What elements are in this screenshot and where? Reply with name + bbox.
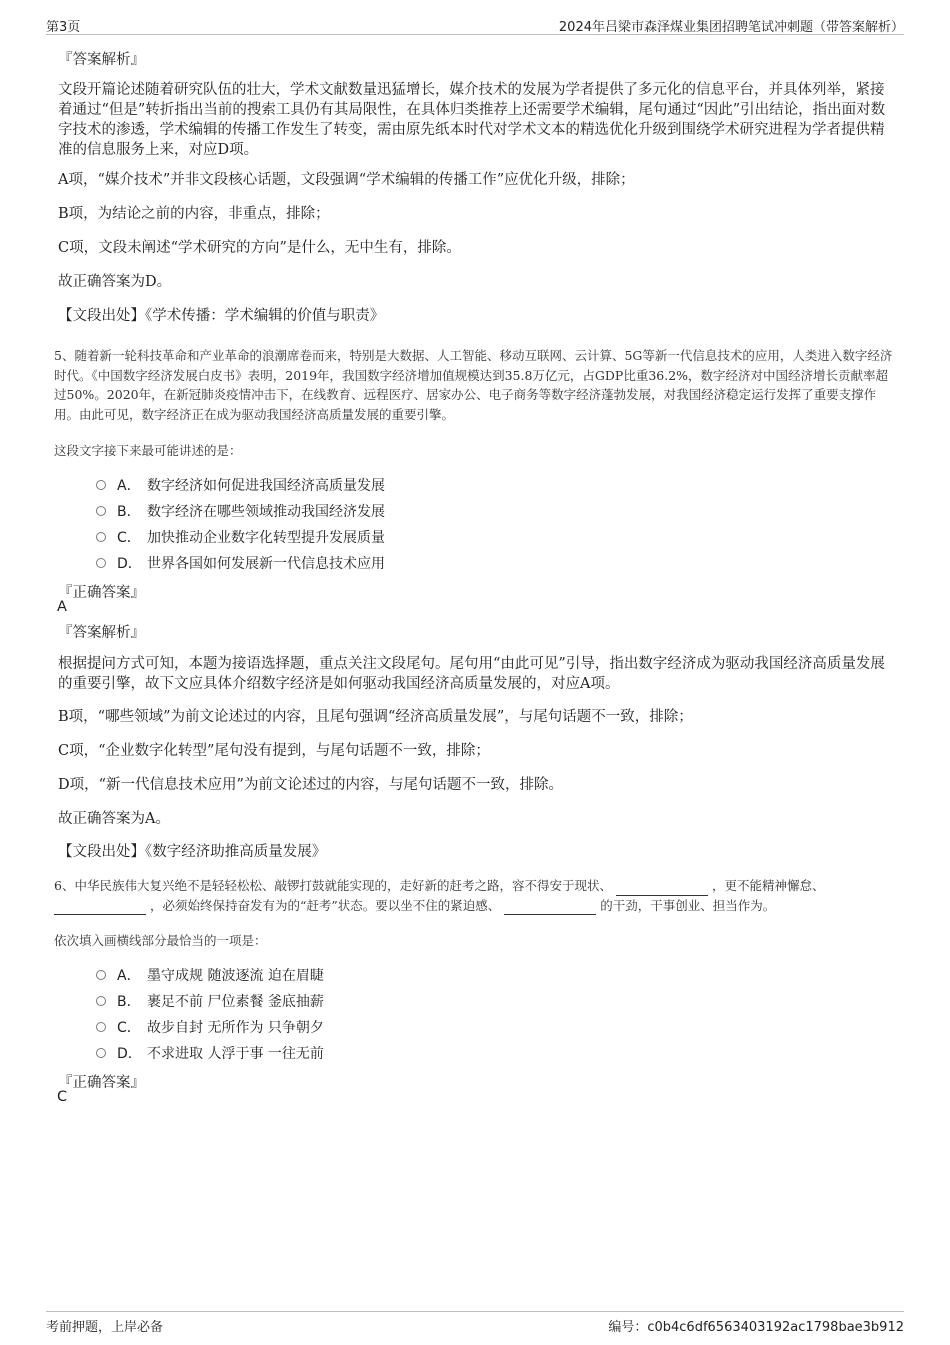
q6-answer: C xyxy=(57,1089,68,1105)
document-code: 编号：c0b4c6df6563403192ac1798bae3b912 xyxy=(608,1320,904,1335)
radio-icon[interactable] xyxy=(96,558,106,568)
q6-stem-part: ，必须始终保持奋发有为的“赶考”状态。要以坐不住的紧迫感、 xyxy=(150,897,501,913)
q5-option-c-explanation: C项，“企业数字化转型”尾句没有提到，与尾句话题不一致，排除； xyxy=(58,743,490,759)
q5-answer: A xyxy=(57,599,67,615)
option-text: 墨守成规 随波逐流 迫在眉睫 xyxy=(147,968,324,984)
radio-icon[interactable] xyxy=(96,970,106,980)
q4-analysis-text: 文段开篇论述随着研究队伍的壮大，学术文献数量迅猛增长，媒介技术的发展为学者提供了多元化的信息平台，并具体列举，紧接着通过“但是”转折指出当前的搜索工具仍有其局限性，在具体归类推荐上还需要学术编辑，尾句通过“因此”引出结论，指出面对数字技术的渗透，学术编辑的传播工作发生了转变，需由原先纸本时代对学术文本的精选优化升级到围绕学术研究进程为学者提供精准的信息服务上来，对应D项。 xyxy=(58,82,886,158)
option-text: 故步自封 无所作为 只争朝夕 xyxy=(147,1020,324,1036)
option-letter: A． xyxy=(117,478,141,494)
q5-source: 【文段出处】《数字经济助推高质量发展》 xyxy=(58,844,327,860)
option-text: 世界各国如何发展新一代信息技术应用 xyxy=(147,556,385,572)
radio-icon[interactable] xyxy=(96,480,106,490)
q6-option-b[interactable] xyxy=(96,991,324,1011)
q6-question: 依次填入画横线部分最恰当的一项是： xyxy=(54,933,267,948)
option-letter: D． xyxy=(117,1046,142,1062)
q4-source: 【文段出处】《学术传播：学术编辑的价值与职责》 xyxy=(58,308,385,324)
radio-icon[interactable] xyxy=(96,1048,106,1058)
option-letter: A． xyxy=(117,968,141,984)
q6-answer-label: 『正确答案』 xyxy=(58,1075,145,1091)
page-number: 第3页 xyxy=(46,20,81,35)
q5-option-b-explanation: B项，“哪些领域”为前文论述过的内容，且尾句强调“经济高质量发展”，与尾句话题不一致，排除； xyxy=(58,709,693,725)
q5-stem: 5、随着新一轮科技革命和产业革命的浪潮席卷而来，特别是大数据、人工智能、移动互联网、云计算、5G等新一代信息技术的应用，人类进入数字经济时代。《中国数字经济发展白皮书》表明，2019年，我国数字经济增加值规模达到35.8万亿元，占GDP比重36.2%，数字经济对中国经济增长贡献率超过50%。2020年，在新冠肺炎疫情冲击下，在线教育、远程医疗、居家办公、电子商务等数字经济蓬勃发展，对我国经济稳定运行发挥了重要支撑作用。由此可见，数字经济正在成为驱动我国经济高质量发展的重要引擎。 xyxy=(54,348,893,422)
q6-stem-part: 6、中华民族伟大复兴绝不是轻轻松松、敲锣打鼓就能实现的，走好新的赶考之路，容不得安于现状、 xyxy=(54,878,612,893)
option-text: 加快推动企业数字化转型提升发展质量 xyxy=(147,530,385,546)
option-text: 裹足不前 尸位素餐 釜底抽薪 xyxy=(147,994,324,1010)
option-letter: B． xyxy=(117,994,141,1010)
option-text: 不求进取 人浮于事 一往无前 xyxy=(147,1046,324,1062)
q5-question: 这段文字接下来最可能讲述的是： xyxy=(54,443,242,458)
q6-option-a[interactable] xyxy=(96,965,324,985)
q5-answer-label: 『正确答案』 xyxy=(58,585,145,601)
radio-icon[interactable] xyxy=(96,1022,106,1032)
radio-icon[interactable] xyxy=(96,532,106,542)
q6-stem-part: 的干劲，干事创业、担当作为。 xyxy=(600,897,776,913)
q5-option-a[interactable] xyxy=(96,475,385,495)
q5-option-c[interactable] xyxy=(96,527,385,547)
footer-slogan: 考前押题，上岸必备 xyxy=(46,1320,164,1335)
q5-option-b[interactable] xyxy=(96,501,385,521)
q4-conclusion: 故正确答案为D。 xyxy=(58,274,172,290)
document-title: 2024年吕梁市森泽煤业集团招聘笔试冲刺题（带答案解析） xyxy=(558,20,904,35)
option-letter: B． xyxy=(117,504,141,520)
q4-option-b-explanation: B项，为结论之前的内容，非重点，排除； xyxy=(58,206,330,222)
q4-option-c-explanation: C项，文段未阐述“学术研究的方向”是什么，无中生有，排除。 xyxy=(58,240,461,256)
q5-option-d-explanation: D项，“新一代信息技术应用”为前文论述过的内容，与尾句话题不一致，排除。 xyxy=(58,777,563,793)
q4-option-a-explanation: A项，“媒介技术”并非文段核心话题，文段强调“学术编辑的传播工作”应优化升级，排除； xyxy=(58,172,635,188)
page-header xyxy=(46,14,904,35)
q5-option-d[interactable] xyxy=(96,553,385,573)
q5-conclusion: 故正确答案为A。 xyxy=(58,811,170,827)
q5-analysis-text: 根据提问方式可知，本题为接语选择题，重点关注文段尾句。尾句用“由此可见”引导，指出数字经济成为驱动我国经济高质量发展的重要引擎，故下文应具体介绍数字经济是如何驱动我国经济高质量发展的，对应A项。 xyxy=(58,656,885,692)
q4-analysis-label: 『答案解析』 xyxy=(58,52,145,68)
option-text: 数字经济如何促进我国经济高质量发展 xyxy=(147,478,385,494)
q6-option-d[interactable] xyxy=(96,1043,324,1063)
option-letter: D． xyxy=(117,556,142,572)
page-footer xyxy=(46,1311,904,1338)
fill-blank-1[interactable] xyxy=(616,883,708,896)
q6-stem-part: ，更不能精神懈怠、 xyxy=(711,878,825,893)
fill-blank-2[interactable] xyxy=(54,902,146,915)
option-text: 数字经济在哪些领域推动我国经济发展 xyxy=(147,504,385,520)
option-letter: C． xyxy=(117,530,141,546)
q6-stem xyxy=(54,876,900,915)
option-letter: C． xyxy=(117,1020,141,1036)
fill-blank-3[interactable] xyxy=(504,902,596,915)
q5-analysis-label: 『答案解析』 xyxy=(58,625,145,641)
q6-option-c[interactable] xyxy=(96,1017,324,1037)
radio-icon[interactable] xyxy=(96,506,106,516)
radio-icon[interactable] xyxy=(96,996,106,1006)
